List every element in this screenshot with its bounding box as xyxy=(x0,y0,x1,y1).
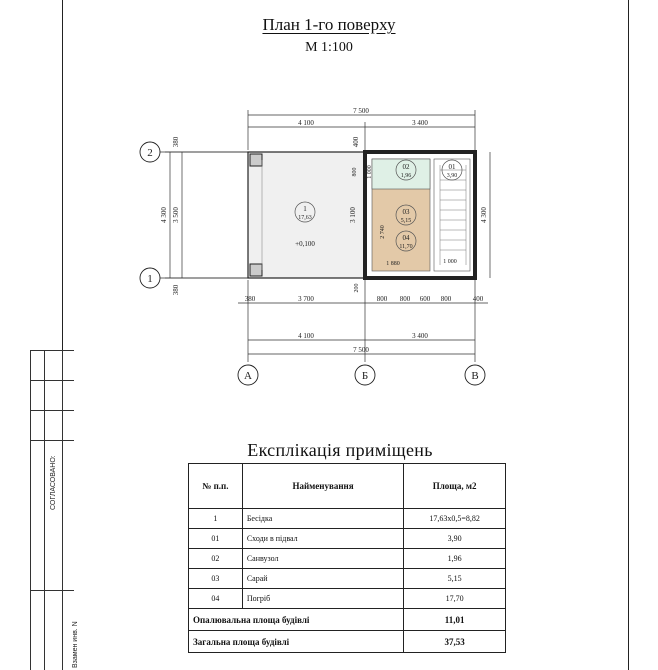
dim-edge-top-left: 380 xyxy=(172,136,180,148)
dim-total-bottom: 7 500 xyxy=(353,346,369,354)
table-row: 02 Санвузол 1,96 xyxy=(189,549,506,569)
dim-800-c: 800 xyxy=(440,295,452,303)
axis-b: Б xyxy=(361,370,369,382)
dim-inner-w: 3 700 xyxy=(298,295,314,303)
dim-gap-bottom: 400 xyxy=(472,295,484,303)
axis-1: 1 xyxy=(147,273,153,285)
room-04-num: 04 xyxy=(402,234,410,242)
dim-2740-vert: 2 740 xyxy=(380,225,386,239)
axis-v: В xyxy=(471,370,479,382)
dim-left-bottom: 4 100 xyxy=(298,332,314,340)
header-name: Найменування xyxy=(242,464,403,509)
dim-inner-h: 3 500 xyxy=(172,207,180,223)
side-stamp-block xyxy=(30,350,79,670)
dim-left-top: 4 100 xyxy=(298,119,314,127)
dim-600: 600 xyxy=(419,295,431,303)
explication-table xyxy=(188,463,506,653)
room-01-area: 3,90 xyxy=(446,173,458,179)
table-row: 03 Сарай 5,15 xyxy=(189,569,506,589)
dim-800-b: 800 xyxy=(399,295,411,303)
dim-inner-h2: 3 100 xyxy=(349,207,357,223)
dim-gap-top: 400 xyxy=(352,136,360,148)
dim-1000: 1 000 xyxy=(443,259,457,265)
floor-plan xyxy=(120,100,520,390)
dim-800-vert: 800 xyxy=(352,167,358,177)
replace-inv-label: Взамен инв. N xyxy=(72,621,79,668)
room-01-num: 01 xyxy=(448,163,456,171)
table-row: 01 Сходи в підвал 3,90 xyxy=(189,529,506,549)
dim-height-left: 4 300 xyxy=(160,207,168,223)
table-header xyxy=(189,464,506,509)
axis-2: 2 xyxy=(147,147,153,159)
dim-800-a: 800 xyxy=(376,295,388,303)
table-row: 1 Бесідка 17,63х0,5=8,82 xyxy=(189,509,506,529)
header-num: № п.п. xyxy=(189,464,243,509)
room-03-area: 5,15 xyxy=(400,218,412,224)
dim-right-top: 3 400 xyxy=(412,119,428,127)
approved-label: СОГЛАСОВАНО: xyxy=(50,455,57,510)
dim-edge-bottom: 380 xyxy=(244,295,256,303)
room-02-num: 02 xyxy=(402,163,410,171)
frame-right-border xyxy=(628,0,629,670)
dim-total-top: 7 500 xyxy=(353,107,369,115)
room-04-area: 11,70 xyxy=(399,244,413,250)
table-row: 04 Погріб 17,70 xyxy=(189,589,506,609)
dim-200-vert: 200 xyxy=(354,283,360,293)
axis-a: А xyxy=(244,370,252,382)
dim-edge-bottom-left: 380 xyxy=(172,284,180,296)
header-area: Площа, м2 xyxy=(404,464,506,509)
dim-right-bottom: 3 400 xyxy=(412,332,428,340)
level-mark: +0,100 xyxy=(295,240,315,248)
total-heated-row: Опалювальна площа будівлі 11,01 xyxy=(189,609,506,631)
dim-height-right: 4 300 xyxy=(480,207,488,223)
explication-title: Експлікація приміщень xyxy=(247,440,433,460)
room-03-num: 03 xyxy=(402,208,410,216)
room-02-area: 1,96 xyxy=(400,173,412,179)
dim-1880: 1 880 xyxy=(386,261,400,267)
dim-1000-vert: 1 000 xyxy=(367,165,373,179)
room-1-num: 1 xyxy=(303,205,307,213)
total-area-row: Загальна площа будівлі 37,53 xyxy=(189,631,506,653)
plan-title: План 1-го поверху xyxy=(262,15,396,34)
plan-scale: М 1:100 xyxy=(305,40,353,55)
room-1-area: 17,63 xyxy=(298,215,312,221)
